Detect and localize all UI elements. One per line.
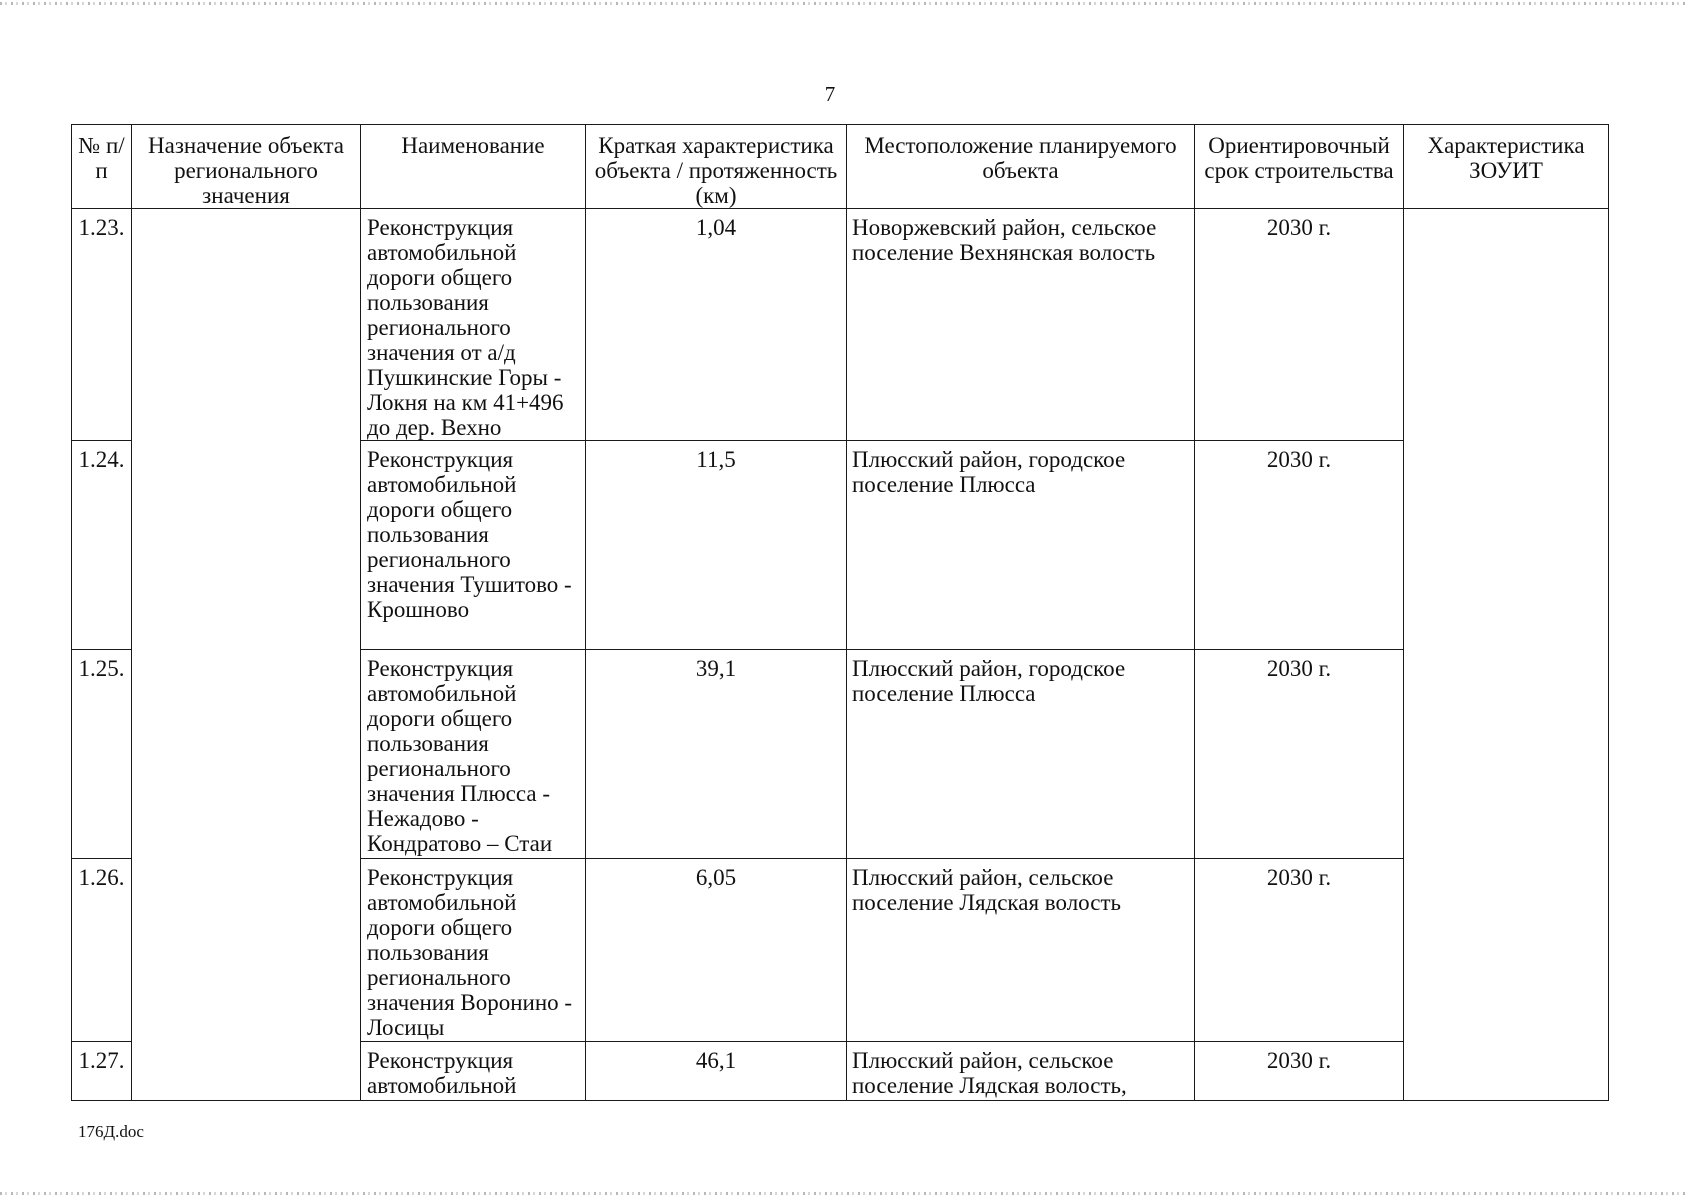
- row-number: 1.27.: [72, 1042, 132, 1101]
- table-row: [72, 209, 1609, 441]
- header-name: Наименование: [361, 125, 586, 209]
- purpose-cell-merged: [132, 209, 361, 1101]
- header-number: № п/п: [72, 125, 132, 209]
- header-purpose: Назначение объекта регионального значения: [132, 125, 361, 209]
- row-number: 1.24.: [72, 441, 132, 650]
- regional-objects-table: [71, 124, 1609, 1101]
- scan-edge-bottom: [0, 1192, 1686, 1195]
- object-location: Плюсский район, сельское поселение Лядская волость,: [847, 1042, 1195, 1101]
- construction-term: 2030 г.: [1195, 1042, 1404, 1101]
- construction-term: 2030 г.: [1195, 650, 1404, 859]
- object-name: Реконструкция автомобильной дороги общего пользования регионального значения от а/д Пушкинские Горы - Локня на км 41+496 до дер. Вехно: [361, 209, 586, 441]
- object-location: Плюсский район, городское поселение Плюсса: [847, 441, 1195, 650]
- object-location: Плюсский район, городское поселение Плюсса: [847, 650, 1195, 859]
- construction-term: 2030 г.: [1195, 441, 1404, 650]
- row-number: 1.26.: [72, 859, 132, 1042]
- object-location: Новоржевский район, сельское поселение Вехнянская волость: [847, 209, 1195, 441]
- header-term: Ориентировочный срок строительства: [1195, 125, 1404, 209]
- object-length: 1,04: [586, 209, 847, 441]
- page-number: 7: [824, 82, 836, 106]
- footer-doc-name: 176Д.doc: [78, 1122, 144, 1141]
- construction-term: 2030 г.: [1195, 209, 1404, 441]
- object-name: Реконструкция автомобильной дороги общего пользования регионального значения Плюсса - Нежадово - Кондратово – Стаи: [361, 650, 586, 859]
- object-location: Плюсский район, сельское поселение Лядская волость: [847, 859, 1195, 1042]
- header-location: Местоположение планируемого объекта: [847, 125, 1195, 209]
- row-number: 1.23.: [72, 209, 132, 441]
- object-name: Реконструкция автомобильной дороги общего пользования регионального значения Воронино - Лосицы: [361, 859, 586, 1042]
- object-length: 39,1: [586, 650, 847, 859]
- zouit-cell-merged: [1404, 209, 1609, 1101]
- object-length: 6,05: [586, 859, 847, 1042]
- object-length: 46,1: [586, 1042, 847, 1101]
- header-zouit: Характеристика ЗОУИТ: [1404, 125, 1609, 209]
- object-length: 11,5: [586, 441, 847, 650]
- row-number: 1.25.: [72, 650, 132, 859]
- object-name: Реконструкция автомобильной дороги общего пользования регионального значения Тушитово - Крошново: [361, 441, 586, 650]
- object-name: Реконструкция автомобильной: [361, 1042, 586, 1101]
- scan-edge-top: [0, 2, 1686, 5]
- table-header-row: [72, 125, 1609, 209]
- construction-term: 2030 г.: [1195, 859, 1404, 1042]
- header-characteristic: Краткая характеристика объекта / протяженность (км): [586, 125, 847, 209]
